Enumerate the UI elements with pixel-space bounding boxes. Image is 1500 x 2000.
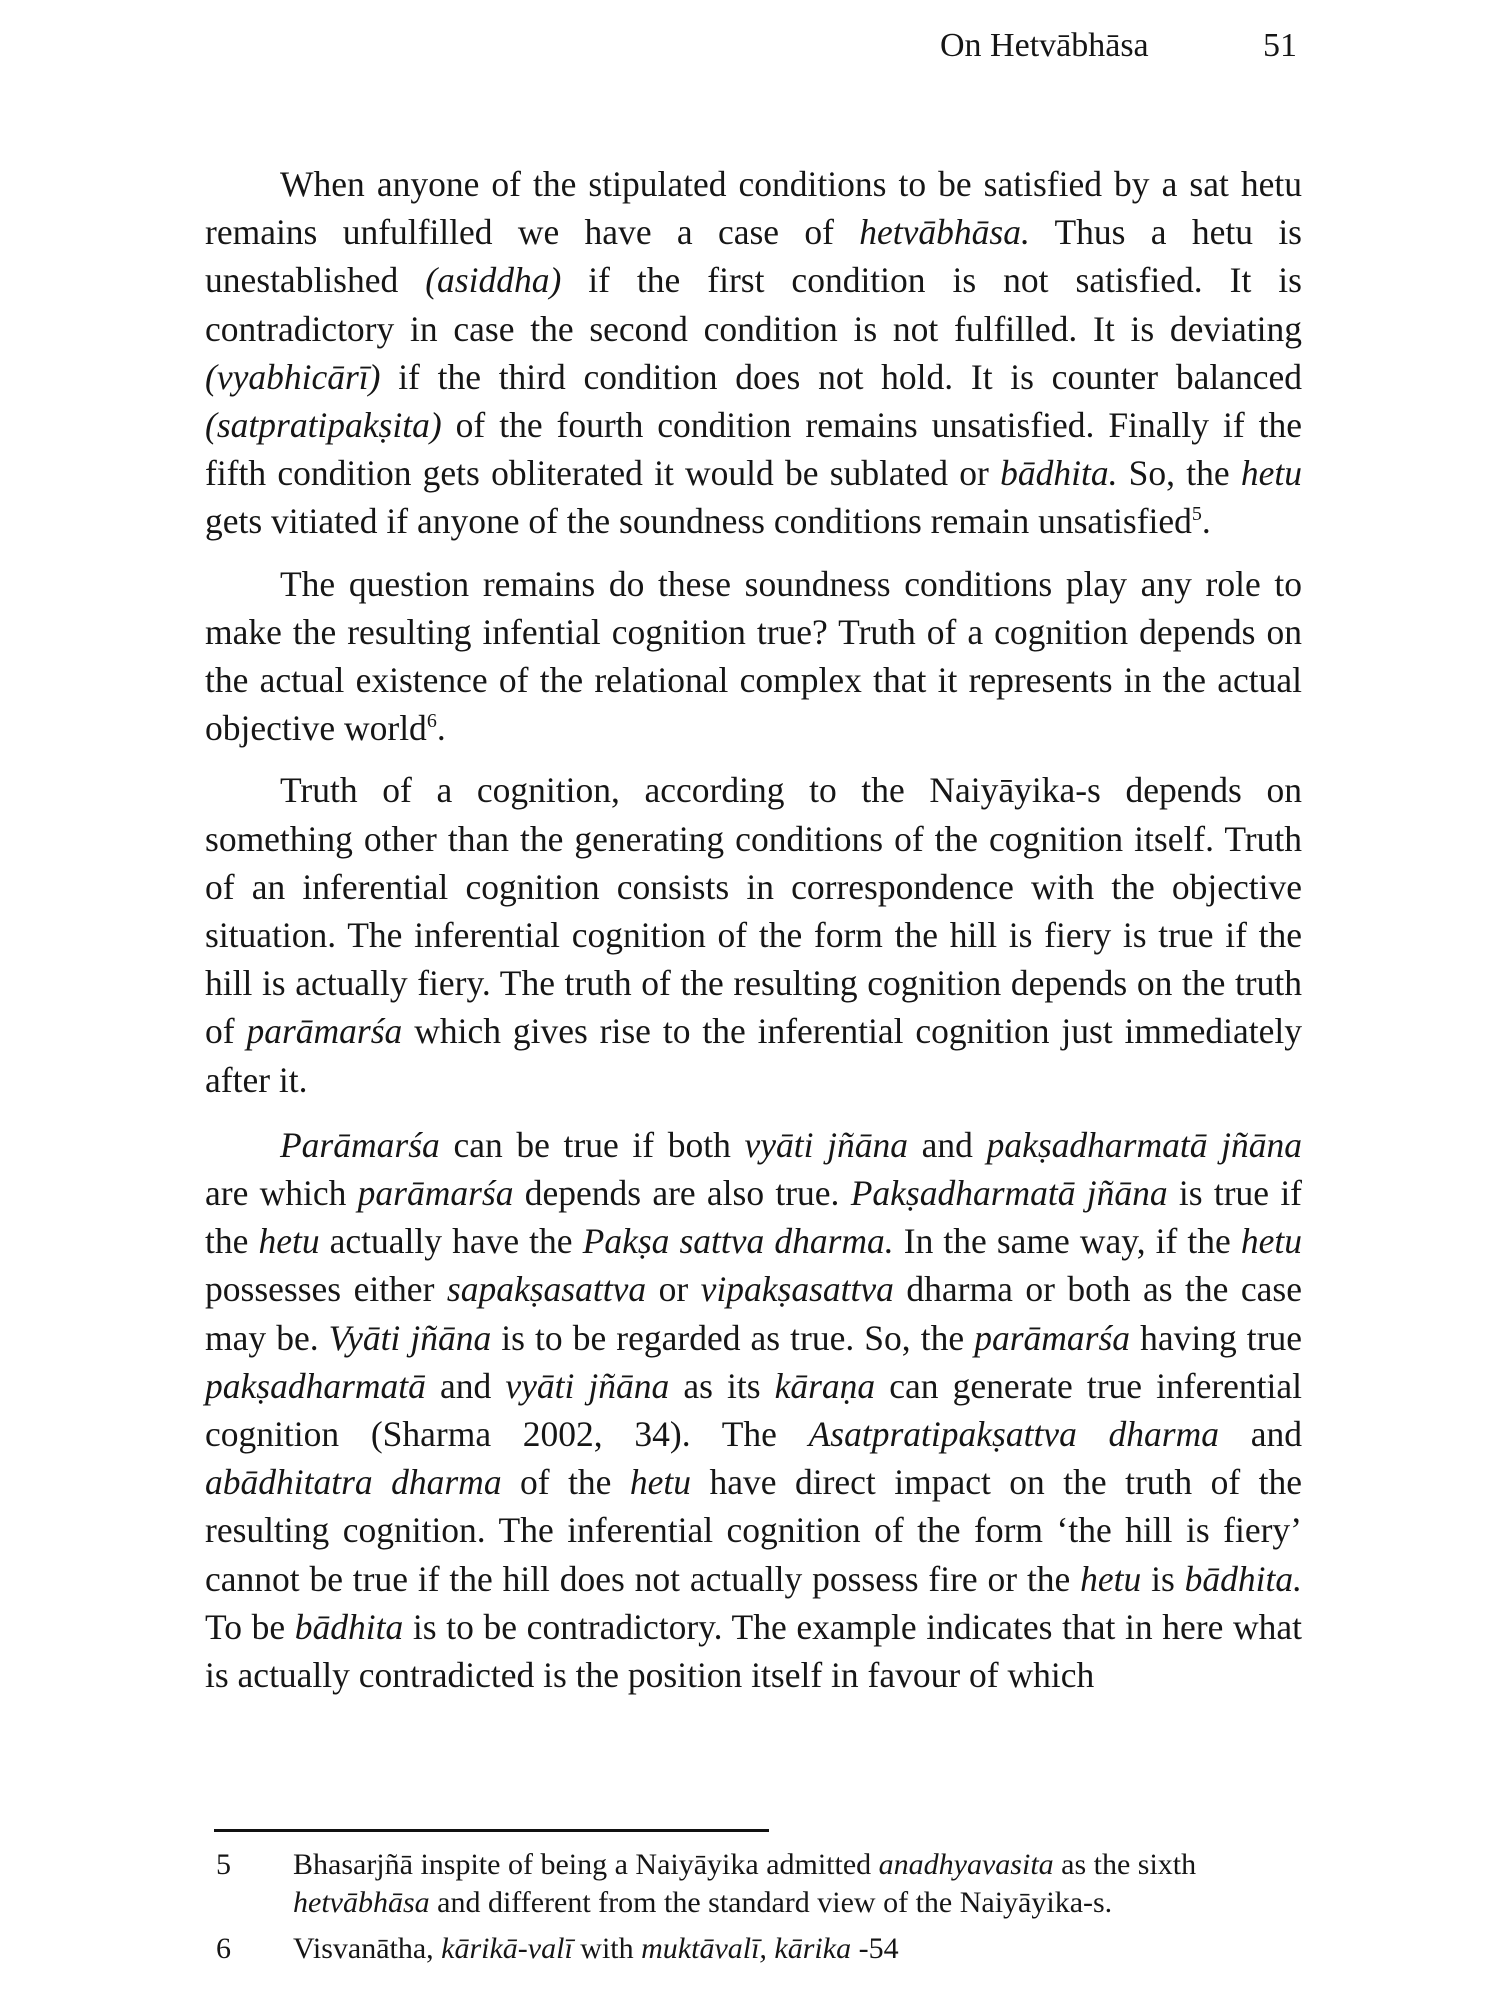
footnote-rule xyxy=(214,1829,769,1832)
italic-term: abādhitatra dharma xyxy=(205,1462,502,1503)
footnote-number: 6 xyxy=(216,1932,231,1965)
italic-term: parāmarśa xyxy=(974,1317,1131,1358)
text-run: In the same way, if the xyxy=(893,1221,1241,1262)
text-run: dharma or both as the case may be. xyxy=(205,1269,1302,1358)
text-run: To be xyxy=(205,1606,295,1647)
footnotes xyxy=(214,1846,1309,1976)
italic-term: kārikā-valī xyxy=(441,1932,573,1965)
text-run: The question remains do these soundness conditions play any role to make the resulting infential cognition true? Truth of a cognition depends on the actual existence of the relational complex that it represents in the actual objective world xyxy=(205,563,1302,749)
footnote xyxy=(214,1846,1309,1922)
text-run: Visvanātha, xyxy=(293,1932,442,1965)
italic-term: vyāti jñāna xyxy=(505,1365,670,1406)
text-run: . xyxy=(436,708,446,749)
text-run: which gives rise to the inferential cognition just immediately after it. xyxy=(205,1011,1302,1100)
body-text xyxy=(205,160,1302,1699)
text-run: . xyxy=(1201,501,1211,542)
italic-term: Pakṣa sattva dharma. xyxy=(582,1221,894,1262)
text-run: So, the xyxy=(1117,453,1241,494)
italic-term: Vyāti jñāna xyxy=(328,1317,492,1358)
italic-term: pakṣadharmatā jñāna xyxy=(986,1124,1303,1165)
text-run: having true xyxy=(1130,1317,1302,1358)
text-run: and xyxy=(908,1124,987,1165)
text-run: if the first condition is not satisfied. It is contradictory in case the second condition is not fulfilled. It is deviating xyxy=(205,260,1302,349)
text-run: gets vitiated if anyone of the soundness conditions remain unsatisfied xyxy=(205,501,1192,542)
paragraph xyxy=(205,160,1302,546)
footnote-text xyxy=(293,1932,899,1965)
text-run: of the fourth condition remains unsatisfied. Finally if the fifth condition gets obliterated it would be sublated or xyxy=(205,405,1302,494)
italic-term: Pakṣadharmatā jñāna xyxy=(850,1173,1168,1214)
italic-term: parāmarśa xyxy=(357,1173,514,1214)
italic-term: muktāvalī, kārika xyxy=(641,1932,852,1965)
italic-term: bādhita. xyxy=(1000,453,1118,494)
italic-term: hetvābhāsa xyxy=(293,1886,430,1919)
text-run: Truth of a cognition, according to the Naiyāyika-s depends on something other than the generating conditions of the cognition itself. Truth of an inferential cognition consists in correspondence with the objective situation. The inferential cognition of the form the hill is fiery is true if the hill is actually fiery. The truth of the resulting cognition depends on the truth of xyxy=(205,770,1302,1052)
text-run: When anyone of the stipulated conditions to be satisfied by a sat hetu remains unfulfilled we have a case of xyxy=(205,164,1302,253)
text-run: is true if the xyxy=(205,1173,1302,1262)
italic-term: hetu xyxy=(629,1462,692,1503)
paragraph xyxy=(205,560,1302,753)
italic-term: bādhita xyxy=(294,1606,404,1647)
page-number: 51 xyxy=(1263,27,1297,64)
text-run: can be true if both xyxy=(439,1124,745,1165)
italic-term: (vyabhicārī) xyxy=(205,356,381,397)
italic-term: hetvābhāsa. xyxy=(859,212,1030,253)
italic-term: parāmarśa xyxy=(246,1011,403,1052)
text-run: -54 xyxy=(851,1932,899,1965)
text-run: possesses either xyxy=(205,1269,447,1310)
italic-term: vyāti jñāna xyxy=(744,1124,909,1165)
paragraph xyxy=(205,766,1302,1103)
italic-term: sapakṣasattva xyxy=(446,1269,647,1310)
text-run: is to be regarded as true. So, the xyxy=(491,1317,975,1358)
text-run: can generate true inferential cognition (Sharma 2002, 34). The xyxy=(205,1365,1303,1455)
text-run: depends are also true. xyxy=(513,1173,851,1214)
italic-term: hetu xyxy=(1080,1558,1142,1599)
footnote-number: 5 xyxy=(216,1848,231,1881)
italic-term: hetu xyxy=(258,1221,320,1262)
text-run: and xyxy=(425,1365,506,1406)
paragraph xyxy=(205,1121,1302,1699)
text-run: as the sixth xyxy=(1053,1848,1197,1881)
running-title: On Hetvābhāsa xyxy=(940,27,1149,64)
text-run: if the third condition does not hold. It is counter balanced xyxy=(380,356,1302,397)
footnote xyxy=(214,1930,1309,1968)
text-run: and xyxy=(1219,1414,1302,1455)
text-run: are which xyxy=(205,1173,358,1214)
text-run: is to be contradictory. The example indicates that in here what is actually contradicted is the position itself in favour of which xyxy=(205,1606,1302,1696)
italic-term: (satpratipakṣita) xyxy=(205,405,442,446)
text-run: of the xyxy=(501,1462,630,1503)
footnote-ref: 6 xyxy=(426,710,437,733)
text-run: as its xyxy=(669,1365,775,1406)
italic-term: pakṣadharmatā xyxy=(205,1365,426,1406)
text-run: with xyxy=(572,1932,642,1965)
footnote-ref: 5 xyxy=(1191,503,1202,526)
text-run: have direct impact on the truth of the resulting cognition. The inferential cognition of the form ‘the hill is fiery’ cannot be true if the hill does not actually possess fire or the xyxy=(205,1462,1302,1599)
text-run: or xyxy=(646,1269,701,1310)
italic-term: hetu xyxy=(1240,1221,1303,1262)
text-run: and different from the standard view of the Naiyāyika-s. xyxy=(429,1886,1113,1919)
italic-term: anadhyavasita xyxy=(878,1848,1054,1881)
italic-term: (asiddha) xyxy=(425,260,562,301)
footnote-text xyxy=(293,1848,1196,1919)
italic-term: Asatpratipakṣattva dharma xyxy=(808,1414,1219,1455)
italic-term: bādhita. xyxy=(1184,1558,1302,1599)
italic-term: hetu xyxy=(1240,453,1302,494)
running-header xyxy=(0,26,1500,66)
text-run: is xyxy=(1141,1558,1185,1599)
italic-term: kāraṇa xyxy=(774,1365,876,1406)
text-run: Thus a hetu is unestablished xyxy=(205,212,1302,301)
text-run: actually have the xyxy=(319,1221,583,1262)
text-run: Bhasarjñā inspite of being a Naiyāyika admitted xyxy=(293,1848,879,1881)
italic-term: Parāmarśa xyxy=(280,1124,440,1165)
italic-term: vipakṣasattva xyxy=(700,1269,894,1310)
